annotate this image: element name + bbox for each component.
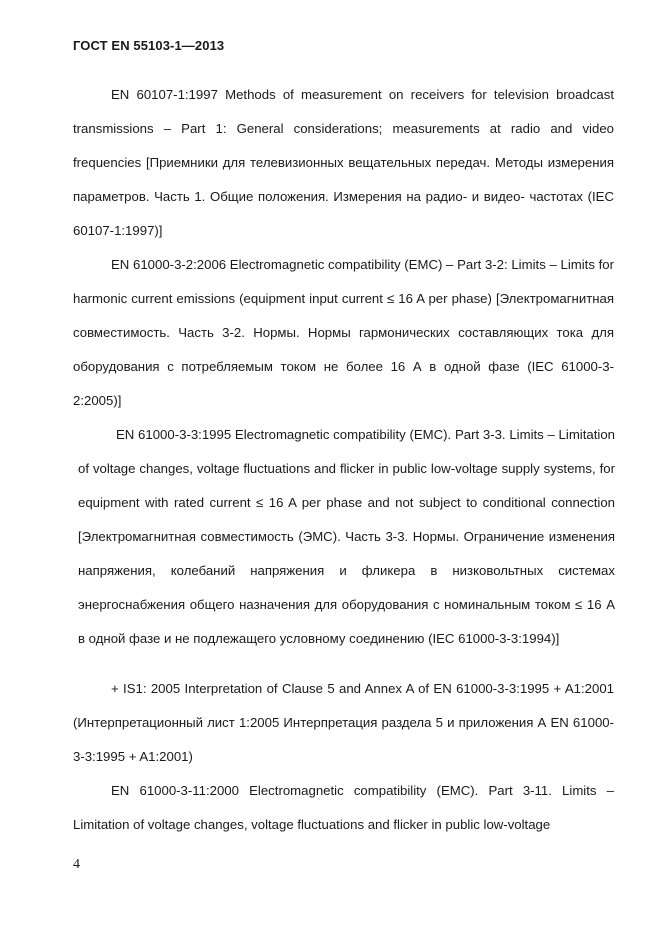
page-number: 4	[73, 857, 80, 872]
document-body	[73, 78, 614, 842]
reference-en-61000-3-3: EN 61000-3-3:1995 Electromagnetic compatibility (EMC). Part 3-3. Limits – Limitation of voltage changes, voltage fluctuations and flicker in public low-voltage supply systems, for equipment with rated current ≤ 16 A per phase and not subject to conditional connection [Электромагнитная совместимость (ЭМС). Часть 3-3. Нормы. Ограничение изменения напряжения, колебаний напряжения и фликера в низковольтных системах энергоснабжения общего назначения для оборудования с номинальным током ≤ 16 А в одной фазе и не подлежащего условному соединению (IEC 61000-3-3:1994)]	[78, 427, 615, 646]
reference-is1-interpretation: + IS1: 2005 Interpretation of Clause 5 and Annex A of EN 61000-3-3:1995 + A1:2001 (Интерпретационный лист 1:2005 Интерпретация раздела 5 и приложения А EN 61000-3-3:1995 + A1:2001)	[73, 681, 614, 764]
page-header-standard-code: ГОСТ EN 55103-1—2013	[73, 38, 225, 53]
reference-en-60107-1: EN 60107-1:1997 Methods of measurement on receivers for television broadcast transmissions – Part 1: General considerations; measurements at radio and video frequencies [Приемники для телевизионных вещательных передач. Методы измерения параметров. Часть 1. Общие положения. Измерения на радио- и видео- частотах (IEC 60107-1:1997)]	[73, 87, 614, 238]
reference-en-61000-3-11: EN 61000-3-11:2000 Electromagnetic compatibility (EMC). Part 3-11. Limits – Limitation of voltage changes, voltage fluctuations and flicker in public low-voltage	[73, 783, 614, 832]
reference-en-61000-3-2: EN 61000-3-2:2006 Electromagnetic compatibility (EMC) – Part 3-2: Limits – Limits for harmonic current emissions (equipment input current ≤ 16 A per phase) [Электромагнитная совместимость. Часть 3-2. Нормы. Нормы гармонических составляющих тока для оборудования с потребляемым током не более 16 А в одной фазе (IEC 61000-3-2:2005)]	[73, 257, 614, 408]
